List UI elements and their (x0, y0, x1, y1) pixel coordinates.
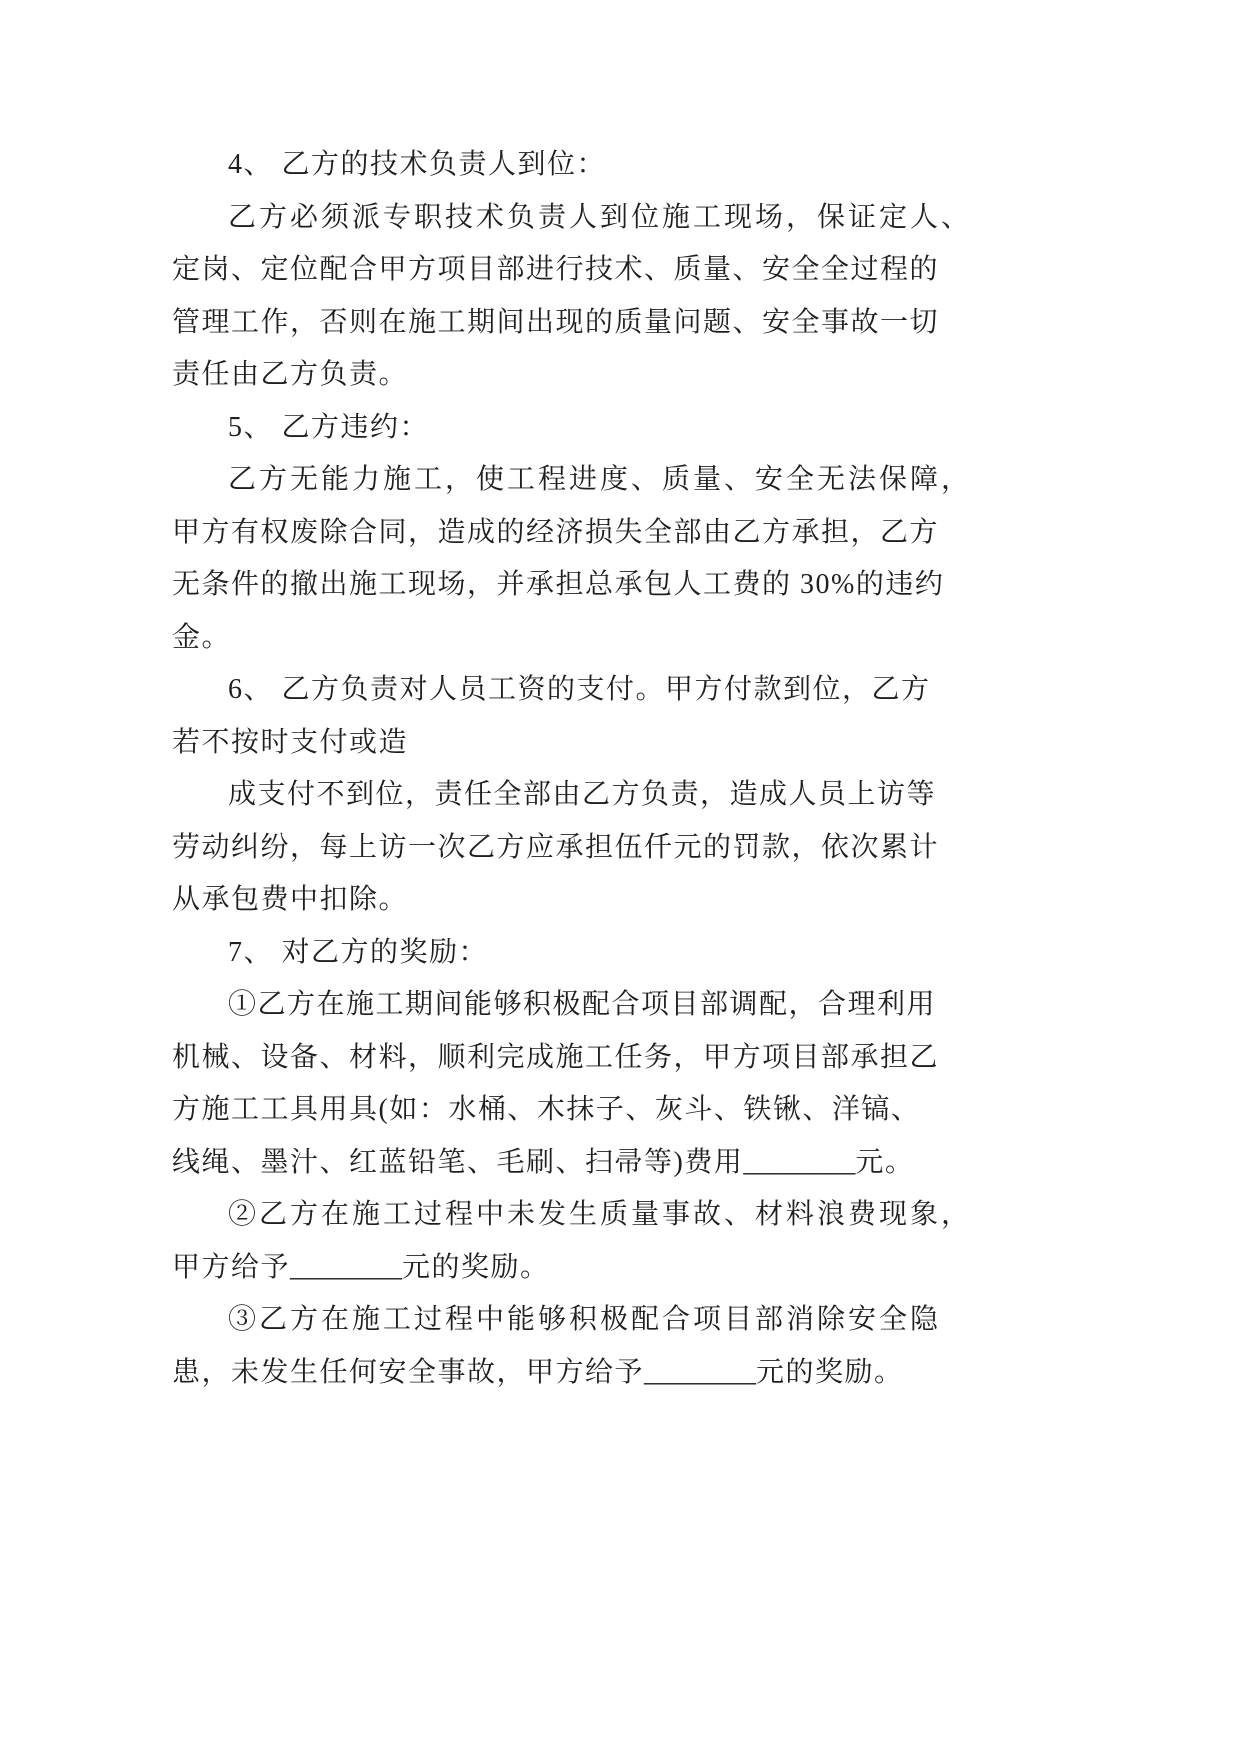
amount-blank: ________ (644, 1356, 757, 1388)
text-segment: 元。 (855, 1146, 915, 1178)
clause-5-body (172, 454, 992, 664)
text-line: 责任由乙方负责。 (172, 359, 409, 390)
text-line (172, 1242, 992, 1295)
text-line: 若不按时支付或造 (172, 726, 409, 758)
reward-item-3 (172, 1294, 992, 1399)
text-line (172, 1347, 992, 1400)
text-line: 6、 乙方负责对人员工资的支付。甲方付款到位，乙方 (228, 674, 931, 705)
reward-item-2 (172, 1189, 992, 1294)
text-line: 成支付不到位，责任全部由乙方负责，造成人员上访等 (228, 779, 937, 810)
text-line: 管理工作，否则在施工期间出现的质量问题、安全事故一切 (172, 306, 940, 338)
clause-4-body (172, 192, 992, 402)
amount-blank: ________ (743, 1146, 856, 1178)
text-line: 劳动纠纷，每上访一次乙方应承担伍仟元的罚款，依次累计 (172, 831, 940, 863)
text-line: 5、 乙方违约： (228, 411, 430, 443)
text-line: 7、 对乙方的奖励： (228, 936, 489, 968)
text-line: 从承包费中扣除。 (172, 884, 409, 915)
clause-6-text (172, 664, 992, 769)
contract-text (172, 139, 992, 1399)
text-line: 机械、设备、材料，顺利完成施工任务，甲方项目部承担乙 (172, 1041, 940, 1073)
clause-5-heading (172, 402, 992, 455)
clause-4-heading (172, 139, 992, 192)
text-segment: 甲方给予 (172, 1251, 291, 1283)
text-line: ②乙方在施工过程中未发生质量事故、材料浪费现象， (228, 1199, 973, 1230)
text-line: 无条件的撤出施工现场，并承担总承包人工费的 30%的违约 (172, 569, 945, 600)
text-line: 定岗、定位配合甲方项目部进行技术、质量、安全全过程的 (172, 254, 940, 285)
text-line: 金。 (172, 621, 232, 653)
text-line (172, 1137, 992, 1190)
text-segment: 元的奖励。 (756, 1356, 904, 1388)
clause-6-continuation (172, 769, 992, 927)
text-line: 甲方有权废除合同，造成的经济损失全部由乙方承担，乙方 (172, 516, 940, 548)
clause-7-heading (172, 927, 992, 980)
text-line: 方施工工具用具(如：水桶、木抹子、灰斗、铁锹、洋镐、 (172, 1094, 921, 1125)
reward-item-1 (172, 979, 992, 1189)
text-line: 4、 乙方的技术负责人到位： (228, 149, 607, 180)
text-line: ①乙方在施工期间能够积极配合项目部调配，合理利用 (228, 989, 937, 1020)
text-line: ③乙方在施工过程中能够积极配合项目部消除安全隐 (228, 1304, 942, 1335)
text-segment: 元的奖励。 (402, 1251, 550, 1283)
text-segment: 患，未发生任何安全事故，甲方给予 (172, 1356, 645, 1388)
text-line: 乙方无能力施工，使工程进度、质量、安全无法保障， (228, 464, 973, 495)
amount-blank: ________ (290, 1251, 403, 1283)
text-segment: 线绳、墨汁、红蓝铅笔、毛刷、扫帚等)费用 (172, 1146, 744, 1178)
text-line: 乙方必须派专职技术负责人到位施工现场，保证定人、 (228, 201, 973, 233)
